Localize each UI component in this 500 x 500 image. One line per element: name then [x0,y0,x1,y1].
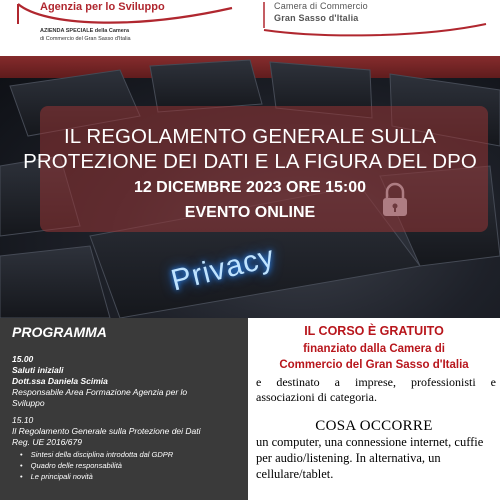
event-date: 12 DICEMBRE 2023 ORE 15:00 [133,179,367,196]
program-time-2: 15.10 [12,415,34,425]
program-role-1b: Sviluppo [12,398,45,408]
hero-banner [0,56,500,318]
program-heading-2a: Il Regolamento Generale sulla Protezione dei Dati [12,426,201,436]
agency-subtitle-1: AZIENDA SPECIALE della Camera [40,28,130,34]
funding-info [248,341,500,373]
chamber-logo [250,0,490,52]
agency-title: Agenzia per lo Sviluppo [40,1,165,13]
agency-logo [14,0,234,52]
header [0,0,500,56]
program-role-1a: Responsabile Area Formazione Agenzia per lo [12,387,188,397]
event-title-line-1: IL REGOLAMENTO GENERALE SULLA [63,125,437,148]
program-panel [0,318,248,500]
course-info-panel [248,318,500,500]
program-topic-item: • Sintesi della disciplina introdotta dal GDPR [20,449,173,460]
program-topic-list [20,449,173,482]
chamber-name-line-1: Camera di Commercio [274,1,368,11]
funding-line-2: Commercio del Gran Sasso d'Italia [279,359,469,371]
event-title-line-2: PROTEZIONE DEI DATI E LA FIGURA DEL DPO [23,150,477,173]
program-topic-item: • Quadro delle responsabilità [20,460,173,471]
program-speaker-1: Dott.ssa Daniela Scimia [12,376,108,386]
funding-line-1: finanziato dalla Camera di [303,343,445,355]
event-format: EVENTO ONLINE [184,204,316,221]
free-course-title: IL CORSO È GRATUITO [304,324,444,338]
requirements-description: un computer, una connessione internet, cuffie per audio/listening. In alternativa, un cellulare/tablet. [256,435,484,481]
requirements-title: COSA OCCORRE [315,418,433,434]
chamber-name-line-2: Gran Sasso d'Italia [274,13,359,23]
program-heading-1: Saluti iniziali [12,365,64,375]
audience-description: e destinato a imprese, professionisti e associazioni di categoria. [256,375,496,404]
privacy-key-label: Privacy [167,240,279,298]
program-heading-2b: Reg. UE 2016/679 [12,437,82,447]
agency-subtitle-2: di Commercio del Gran Sasso d'Italia [40,36,131,42]
program-time-1: 15.00 [12,354,34,364]
program-topic-item: • Le principali novità [20,471,173,482]
program-title: PROGRAMMA [12,324,107,340]
